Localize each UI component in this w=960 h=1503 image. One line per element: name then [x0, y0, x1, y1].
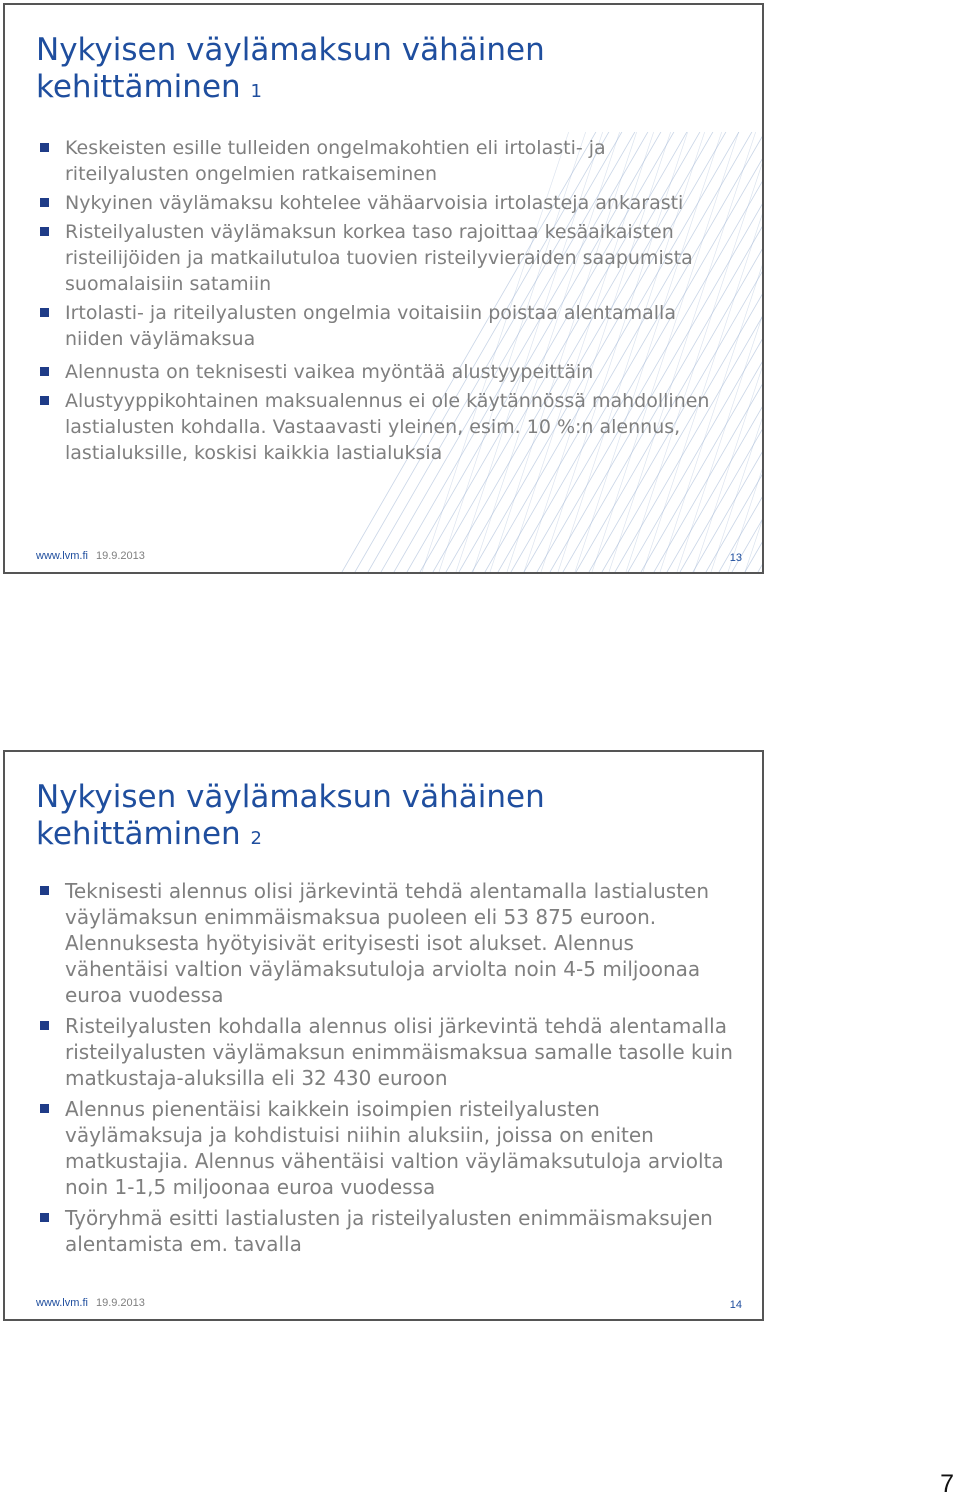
bullet-item: Irtolasti- ja riteilyalusten ongelmia voitaisiin poistaa alentamalla niiden väylämaksua	[40, 300, 730, 352]
slide-footer	[36, 550, 145, 562]
sheet-page-number: 7	[940, 1470, 954, 1498]
footer-date: 19.9.2013	[95, 1297, 145, 1309]
slide-footer	[36, 1297, 145, 1309]
footer-url: www.lvm.fi	[36, 550, 88, 562]
slide-page-number: 13	[729, 552, 742, 564]
slide-title	[36, 32, 545, 110]
footer-date: 19.9.2013	[95, 550, 145, 562]
bullet-item: Risteilyalusten väylämaksun korkea taso rajoittaa kesäaikaisten risteilijöiden ja matkailutuloa tuovien risteilyvieraiden saapumista suomalaisiin satamiin	[40, 219, 730, 297]
slide-title-line1: Nykyisen väylämaksun vähäinen	[36, 32, 545, 68]
slide-title	[36, 779, 545, 857]
bullet-item: Alustyyppikohtainen maksualennus ei ole käytännössä mahdollinen lastialusten kohdalla. Vastaavasti yleinen, esim. 10 %:n alennus, lastialuksille, koskisi kaikkia lastialuksia	[40, 388, 730, 466]
slide-13	[3, 3, 764, 574]
slide-title-line2: kehittäminen	[36, 816, 241, 852]
slide-title-line1: Nykyisen väylämaksun vähäinen	[36, 779, 545, 815]
slide-title-line2: kehittäminen	[36, 69, 241, 105]
bullet-item: Työryhmä esitti lastialusten ja risteilyalusten enimmäismaksujen alentamista em. tavalla	[40, 1205, 740, 1257]
slide-title-number: 1	[250, 81, 262, 102]
footer-url: www.lvm.fi	[36, 1297, 88, 1309]
bullet-item: Alennusta on teknisesti vaikea myöntää alustyypeittäin	[40, 359, 730, 385]
bullet-item: Teknisesti alennus olisi järkevintä tehdä alentamalla lastialusten väylämaksun enimmäismaksua puoleen eli 53 875 euroon. Alennuksesta hyötyisivät erityisesti isot alukset. Alennus vähentäisi valtion väylämaksutuloja arviolta noin 4-5 miljoonaa euroa vuodessa	[40, 878, 740, 1008]
bullet-list	[40, 878, 740, 1262]
slide-14	[3, 750, 764, 1321]
bullet-list	[40, 135, 730, 469]
bullet-item: Risteilyalusten kohdalla alennus olisi järkevintä tehdä alentamalla risteilyalusten väylämaksun enimmäismaksua samalle tasolle kuin matkustaja-aluksilla eli 32 430 euroon	[40, 1013, 740, 1091]
bullet-item: Nykyinen väylämaksu kohtelee vähäarvoisia irtolasteja ankarasti	[40, 190, 730, 216]
slide-page-number: 14	[729, 1299, 742, 1311]
bullet-item: Alennus pienentäisi kaikkein isoimpien risteilyalusten väylämaksuja ja kohdistuisi niihin aluksiin, joissa on eniten matkustajia. Alennus vähentäisi valtion väylämaksutuloja arviolta noin 1-1,5 miljoonaa euroa vuodessa	[40, 1096, 740, 1200]
slide-title-number: 2	[250, 828, 262, 849]
bullet-item: Keskeisten esille tulleiden ongelmakohtien eli irtolasti- ja riteilyalusten ongelmien ratkaiseminen	[40, 135, 730, 187]
